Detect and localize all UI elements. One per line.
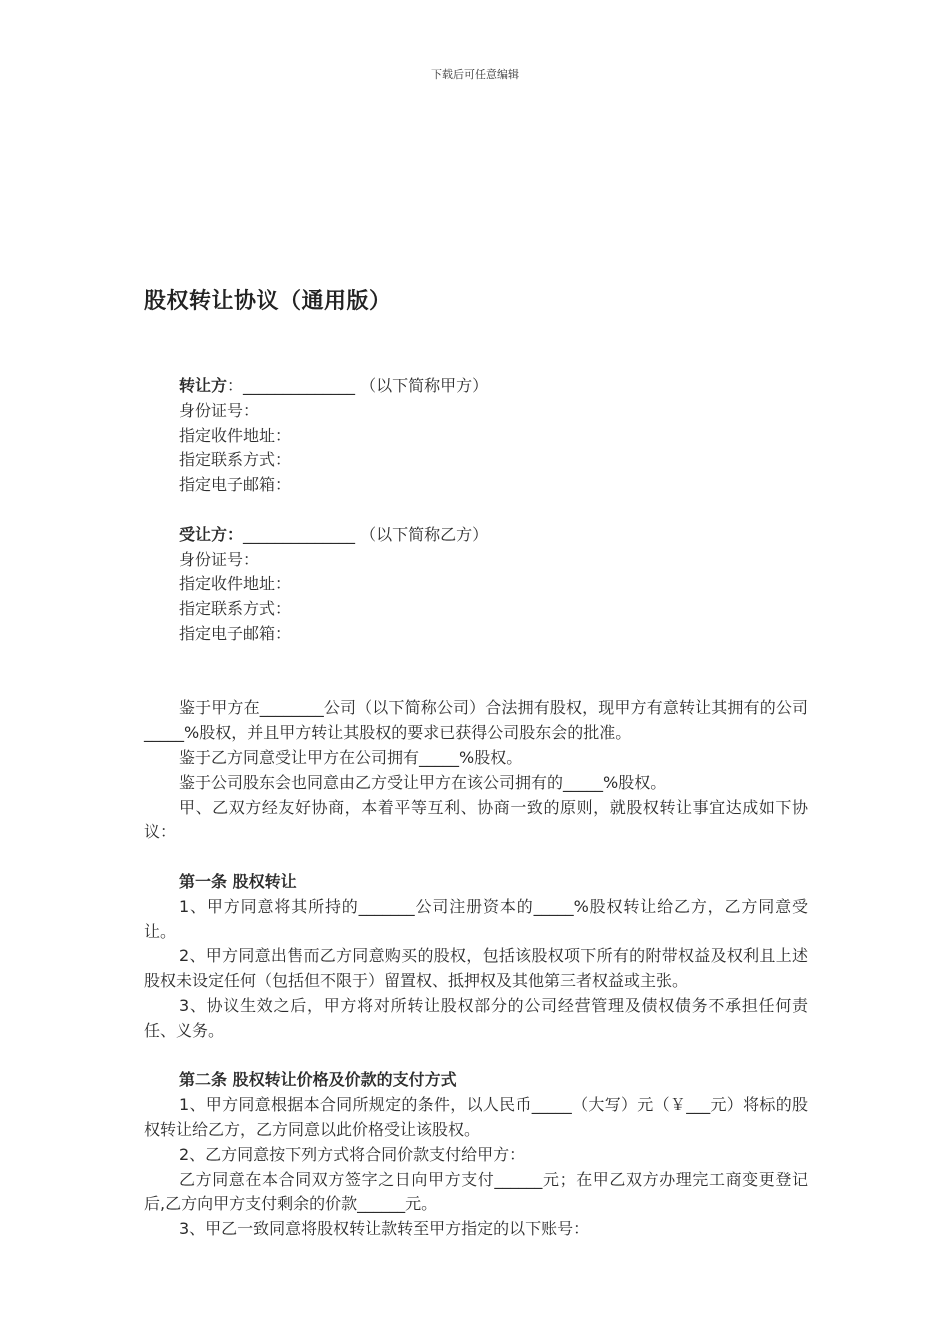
transferor-label: 转让方 — [179, 376, 228, 395]
document-title: 股权转让协议（通用版） — [144, 289, 392, 314]
article2-heading: 第二条 股权转让价格及价款的支付方式 — [179, 1070, 457, 1090]
article2-clause: 3、甲乙一致同意将股权转让款转至甲方指定的以下账号： — [179, 1219, 590, 1239]
recital-paragraph: 甲、乙双方经友好协商，本着平等互利、协商一致的原则，就股权转让事宜达成如下协议： — [144, 797, 808, 842]
header-note: 下载后可任意编辑 — [431, 68, 519, 81]
recital-paragraph: 鉴于公司股东会也同意由乙方受让甲方在该公司拥有的_____%股权。 — [179, 772, 667, 792]
transferor-address: 指定收件地址： — [179, 425, 292, 445]
transferor-name-blank: ：______________ （以下简称甲方） — [227, 376, 489, 395]
article1-heading: 第一条 股权转让 — [179, 871, 297, 891]
transferee-label: 受让方： — [179, 524, 244, 544]
document-body — [144, 374, 808, 1242]
transferee-contact: 指定联系方式： — [179, 599, 292, 619]
transferee-name-blank: ______________ （以下简称乙方） — [243, 524, 489, 544]
transferee-id: 身份证号： — [179, 549, 260, 569]
transferor-contact: 指定联系方式： — [179, 450, 292, 470]
transferor-line — [144, 374, 808, 399]
transferor-id: 身份证号： — [179, 400, 260, 420]
transferee-email: 指定电子邮箱： — [179, 623, 292, 643]
article1-clause: 3、协议生效之后，甲方将对所转让股权部分的公司经营管理及债权债务不承担任何责任、义务。 — [144, 995, 808, 1040]
transferee-address: 指定收件地址： — [179, 574, 292, 594]
transferor-email: 指定电子邮箱： — [179, 475, 292, 495]
article2-clause: 1、甲方同意根据本合同所规定的条件，以人民币_____（大写）元（￥___元）将标的股权转让给乙方，乙方同意以此价格受让该股权。 — [144, 1095, 808, 1139]
article2-clause: 2、乙方同意按下列方式将合同价款支付给甲方： — [179, 1144, 526, 1164]
transferee-line — [144, 523, 808, 548]
article1-clause: 1、甲方同意将其所持的_______公司注册资本的_____%股权转让给乙方，乙方同意受让。 — [144, 896, 808, 941]
recital-paragraph: 鉴于甲方在________公司（以下简称公司）合法拥有股权，现甲方有意转让其拥有的公司_____%股权，并且甲方转让其股权的要求已获得公司股东会的批准。 — [144, 698, 808, 743]
recital-paragraph: 鉴于乙方同意受让甲方在公司拥有_____%股权。 — [179, 747, 523, 767]
article2-clause: 乙方同意在本合同双方签字之日向甲方支付______元；在甲乙双方办理完工商变更登记后,乙方向甲方支付剩余的价款______元。 — [144, 1169, 808, 1214]
article1-clause: 2、甲方同意出售而乙方同意购买的股权，包括该股权项下所有的附带权益及权利且上述股权未设定任何（包括但不限于）留置权、抵押权及其他第三者权益或主张。 — [144, 946, 808, 991]
